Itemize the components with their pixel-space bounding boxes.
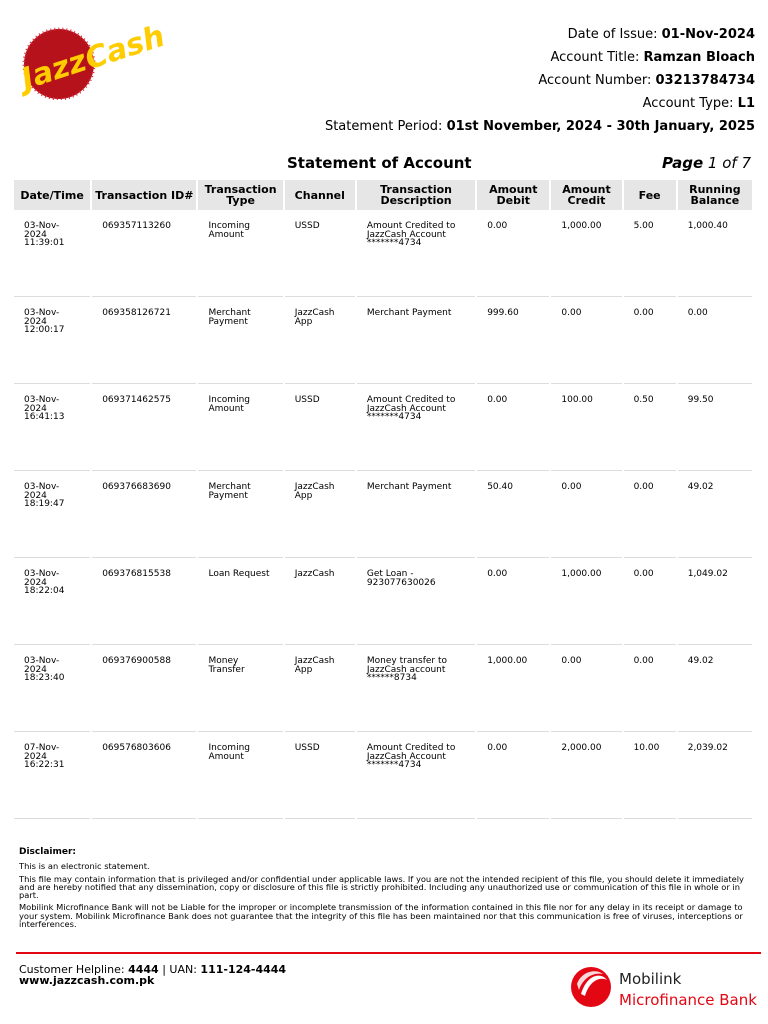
- account-info: [325, 26, 755, 141]
- account-type: L1: [737, 96, 755, 111]
- table-cell: 999.60: [477, 297, 549, 384]
- footer-contact: [19, 964, 286, 986]
- table-cell: 03-Nov-2024 18:22:04: [14, 558, 90, 645]
- table-cell: 069376815538: [92, 558, 196, 645]
- account-number: 03213784734: [655, 73, 755, 88]
- table-cell: Incoming Amount: [198, 384, 282, 471]
- website-link[interactable]: www.jazzcash.com.pk: [19, 974, 155, 987]
- jazzcash-logo: [14, 14, 184, 100]
- disclaimer-heading: Disclaimer:: [19, 847, 77, 857]
- table-cell: Merchant Payment: [357, 297, 475, 384]
- table-cell: Merchant Payment: [357, 471, 475, 558]
- table-row: [14, 645, 752, 732]
- table-cell: 99.50: [678, 384, 752, 471]
- mobilink-microfinance-logo: [567, 962, 762, 1012]
- table-cell: 1,000.00: [551, 210, 621, 297]
- table-cell: 0.50: [624, 384, 676, 471]
- table-row: [14, 210, 752, 297]
- table-cell: 0.00: [624, 645, 676, 732]
- mobilink-swirl-icon: [571, 967, 611, 1007]
- footer-divider: [16, 952, 761, 954]
- table-cell: 1,000.40: [678, 210, 752, 297]
- statement-period: 01st November, 2024 - 30th January, 2025: [446, 119, 755, 134]
- table-cell: 0.00: [551, 645, 621, 732]
- table-cell: 069371462575: [92, 384, 196, 471]
- table-cell: JazzCash App: [285, 297, 355, 384]
- helpline-label: Customer Helpline:: [19, 963, 125, 976]
- table-cell: 069376683690: [92, 471, 196, 558]
- table-cell: 0.00: [477, 384, 549, 471]
- page-of: 1 of 7: [707, 154, 751, 172]
- mobilink-text: Mobilink: [619, 970, 682, 988]
- table-cell: 0.00: [678, 297, 752, 384]
- column-header: Channel: [285, 180, 355, 210]
- table-cell: 1,049.02: [678, 558, 752, 645]
- table-cell: JazzCash App: [285, 645, 355, 732]
- table-cell: USSD: [285, 384, 355, 471]
- page-word: Page: [662, 154, 704, 172]
- table-cell: Amount Credited to JazzCash Account *******4734: [357, 384, 475, 471]
- table-cell: 0.00: [551, 471, 621, 558]
- table-row: [14, 732, 752, 819]
- table-cell: 03-Nov-2024 12:00:17: [14, 297, 90, 384]
- transactions-table: [12, 180, 754, 819]
- table-header-row: [14, 180, 752, 210]
- account-type-label: Account Type:: [642, 96, 734, 111]
- table-cell: 0.00: [624, 558, 676, 645]
- table-cell: 069358126721: [92, 297, 196, 384]
- table-cell: JazzCash App: [285, 471, 355, 558]
- table-cell: 0.00: [624, 471, 676, 558]
- uan-number: 111-124-4444: [200, 963, 287, 976]
- table-cell: USSD: [285, 732, 355, 819]
- table-cell: Incoming Amount: [198, 732, 282, 819]
- date-of-issue-label: Date of Issue:: [567, 27, 658, 42]
- table-cell: 0.00: [551, 297, 621, 384]
- table-cell: 0.00: [477, 732, 549, 819]
- table-cell: 03-Nov-2024 11:39:01: [14, 210, 90, 297]
- uan-label: | UAN:: [162, 963, 197, 976]
- table-cell: Incoming Amount: [198, 210, 282, 297]
- table-row: [14, 297, 752, 384]
- table-cell: 1,000.00: [551, 558, 621, 645]
- table-cell: 07-Nov-2024 16:22:31: [14, 732, 90, 819]
- table-cell: Merchant Payment: [198, 471, 282, 558]
- table-cell: Money transfer to JazzCash account ******8734: [357, 645, 475, 732]
- disclaimer-p3: Mobilink Microfinance Bank will not be Liable for the improper or incomplete transmission of the information contained in this file nor for any delay in its receipt or damage to your system. Mobilink Microfinance Bank does not guarantee that the integrity of this file has been maintained nor that this communication is free of viruses, interceptions or interferences.: [19, 902, 743, 930]
- table-cell: Merchant Payment: [198, 297, 282, 384]
- page-indicator: [662, 154, 751, 172]
- table-cell: 069576803606: [92, 732, 196, 819]
- table-cell: 49.02: [678, 645, 752, 732]
- table-cell: 5.00: [624, 210, 676, 297]
- table-cell: USSD: [285, 210, 355, 297]
- table-cell: 100.00: [551, 384, 621, 471]
- svg-text:Jazz: Jazz: [17, 43, 91, 98]
- column-header: Amount Credit: [551, 180, 621, 210]
- table-cell: 10.00: [624, 732, 676, 819]
- table-cell: 1,000.00: [477, 645, 549, 732]
- table-cell: Amount Credited to JazzCash Account *******4734: [357, 732, 475, 819]
- table-cell: 069357113260: [92, 210, 196, 297]
- disclaimer: [19, 848, 757, 932]
- column-header: Amount Debit: [477, 180, 549, 210]
- table-cell: 03-Nov-2024 16:41:13: [14, 384, 90, 471]
- column-header: Date/Time: [14, 180, 90, 210]
- table-cell: 2,000.00: [551, 732, 621, 819]
- table-cell: 069376900588: [92, 645, 196, 732]
- date-of-issue: 01-Nov-2024: [661, 27, 755, 42]
- table-cell: 0.00: [624, 297, 676, 384]
- table-row: [14, 558, 752, 645]
- table-cell: 0.00: [477, 210, 549, 297]
- account-number-label: Account Number:: [538, 73, 652, 88]
- disclaimer-p1: This is an electronic statement.: [19, 861, 150, 872]
- statement-title: Statement of Account: [287, 154, 472, 172]
- column-header: Transaction Description: [357, 180, 475, 210]
- table-row: [14, 384, 752, 471]
- table-cell: 03-Nov-2024 18:23:40: [14, 645, 90, 732]
- column-header: Transaction ID#: [92, 180, 196, 210]
- table-cell: 50.40: [477, 471, 549, 558]
- table-row: [14, 471, 752, 558]
- microfinance-bank-text: Microfinance Bank: [619, 991, 757, 1009]
- table-cell: 49.02: [678, 471, 752, 558]
- helpline-number: 4444: [128, 963, 159, 976]
- column-header: Transaction Type: [198, 180, 282, 210]
- column-header: Running Balance: [678, 180, 752, 210]
- table-cell: 03-Nov-2024 18:19:47: [14, 471, 90, 558]
- table-cell: Loan Request: [198, 558, 282, 645]
- table-cell: 0.00: [477, 558, 549, 645]
- account-title-label: Account Title:: [550, 50, 640, 65]
- column-header: Fee: [624, 180, 676, 210]
- table-cell: Get Loan - 923077630026: [357, 558, 475, 645]
- table-cell: Money Transfer: [198, 645, 282, 732]
- disclaimer-p2: This file may contain information that is privileged and/or confidential under applicable laws. If you are not the intended recipient of this file, you should delete it immediately and are hereby notified that any dissemination, copy or disclosure of this file is strictly prohibited. Including any unauthorized use or communication of this file in whole or in part.: [19, 873, 744, 901]
- account-title: Ramzan Bloach: [643, 50, 755, 65]
- svg-text:Cash: Cash: [80, 18, 170, 78]
- table-cell: Amount Credited to JazzCash Account *******4734: [357, 210, 475, 297]
- table-cell: 2,039.02: [678, 732, 752, 819]
- table-cell: JazzCash: [285, 558, 355, 645]
- statement-period-label: Statement Period:: [324, 119, 443, 134]
